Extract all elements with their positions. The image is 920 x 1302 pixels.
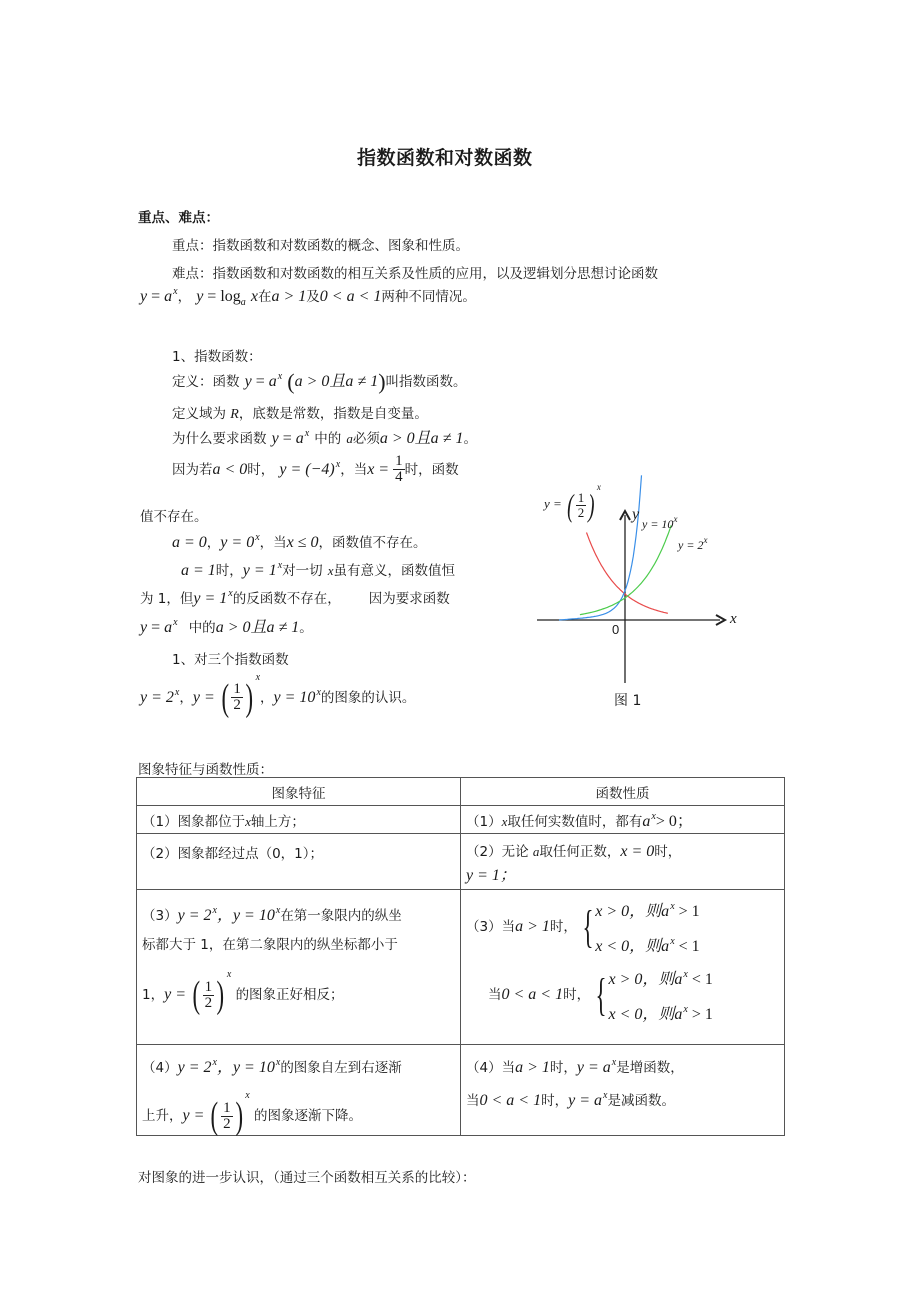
label-half: y = ( $\frac{1}{2}$ )$^x$ — [544, 482, 601, 524]
row4-property: （4）当a > 1时，$y = a^x$是增函数， 当0 < a < 1时，$y = a^x$是减函数。 — [461, 1045, 785, 1136]
inv-tail: 因为要求函数 — [368, 591, 450, 607]
inv-pre: 为 1，但 — [140, 591, 194, 607]
because-tail: 时，函数 — [404, 462, 459, 478]
because-when: ，当 — [340, 462, 368, 478]
math-y: y — [196, 288, 204, 305]
math-sub: a — [240, 297, 246, 308]
text-and: 及 — [306, 289, 320, 305]
row4-feature: $(4)y = 2^x$，$y = 10^x$的图象自左到右逐渐 上升，y = ( $\frac{1}{2}$ ) $^x$ 的图象逐渐下降。 — [137, 1045, 461, 1136]
curve-0 — [587, 533, 668, 614]
text-in: 在 — [257, 289, 272, 305]
a1-x: x — [327, 563, 334, 578]
properties-table — [136, 777, 785, 1136]
focus-text: 指数函数和对数函数的概念、图象和性质。 — [212, 238, 469, 254]
header-features: 图象特征 — [137, 778, 461, 806]
label-ten: $y = 10^x$ — [642, 514, 678, 531]
exp: x — [335, 459, 341, 470]
difficulty-line — [172, 262, 658, 282]
difficulty-text: 指数函数和对数函数的相互关系及性质的应用，以及逻辑划分思想讨论函数 — [212, 266, 658, 282]
math-cond1: a > 1 — [271, 288, 307, 305]
req-cond: a > 0且a ≠ 1 — [215, 619, 300, 636]
a0-cond: x ≤ 0 — [286, 534, 319, 551]
math-eq: = — [147, 288, 165, 305]
math-a: a — [164, 288, 173, 305]
table-header-row — [137, 778, 785, 806]
domain-R: R — [230, 407, 239, 422]
table-row — [137, 834, 785, 890]
table-row — [137, 1045, 785, 1136]
row1-feature: （1）图象都位于x轴上方； — [137, 806, 461, 834]
math-cond2: 0 < a < 1 — [319, 288, 382, 305]
def-tail: 叫指数函数。 — [385, 374, 467, 390]
page-title: 指数函数和对数函数 — [357, 147, 533, 169]
math-eq: = — [203, 288, 221, 305]
row3-feature: $(3)y = 2^x$，$y = 10^x$在第一象限内的纵坐 标都大于 1，在第二象限内的纵坐标都小于 1，y = ( $\frac{1}{2}$ ) $^x$ 的图象正好相反； — [137, 890, 461, 1045]
exp: x — [277, 371, 283, 382]
inverse-line: 为 1，但$y = 1^x$的反函数不存在， 因为要求函数 — [140, 588, 450, 607]
why-must: 必须 — [352, 431, 380, 447]
focus-line — [172, 234, 469, 254]
inv-y: y = 1 — [193, 590, 228, 607]
header-properties: 函数性质 — [461, 778, 785, 806]
a1-mid: 时， — [215, 563, 243, 579]
text-tail: 两种不同情况。 — [381, 289, 476, 305]
row2-feature: （2）图象都经过点（0，1）； — [137, 834, 461, 890]
label-two: $y = 2^x$ — [678, 535, 708, 552]
because-pre: 因为若 — [172, 462, 213, 478]
half-expr: y = — [192, 689, 219, 706]
why-cond: a > 0且a ≠ 1 — [379, 430, 464, 447]
case-a-greater-1: （3）当a > 1时， {x > 0，则$a^x > 1$ x < 0，则$a^x < 1$ — [466, 901, 700, 955]
because-x: x = — [367, 461, 394, 478]
difficulty-label: 难点： — [172, 266, 213, 282]
req-mid: 中的 — [188, 620, 216, 636]
why-pre: 为什么要求函数 — [172, 431, 267, 447]
math-x: x — [250, 288, 258, 305]
because-expr: y = (−4) — [279, 461, 335, 478]
axis-y-label: y — [632, 506, 640, 523]
footer-text: 对图象的进一步认识，（通过三个函数相互关系的比较）： — [138, 1170, 476, 1186]
row3-property — [461, 890, 785, 1045]
why-mid: 中的 — [314, 431, 342, 447]
math-log: log — [220, 288, 241, 305]
def-label: 定义：函数 — [172, 374, 240, 390]
why-line: 为什么要求函数 $y = a^x$ 中的 a必须a > 0且a ≠ 1。 — [172, 428, 477, 447]
def-condition: a > 0且a ≠ 1 — [294, 373, 379, 390]
a-one-line: a = 1时，$y = 1^x$对一切 x虽有意义，函数值恒 — [181, 560, 456, 579]
case-a-less-1: 当0 < a < 1时， {x > 0，则$a^x < 1$ x < 0，则$a^x > 1$ — [488, 969, 713, 1023]
y10-expr: y = 10 — [273, 689, 316, 706]
a1-tail2: 虽有意义，函数值恒 — [333, 563, 456, 579]
a1-expr: a = 1 — [181, 562, 216, 579]
inv-mid: 的反函数不存在， — [232, 591, 341, 607]
table-intro: 图象特征与函数性质： — [138, 762, 273, 778]
table-row — [137, 890, 785, 1045]
req-end: 。 — [299, 620, 313, 636]
why-end: 。 — [463, 431, 477, 447]
y2-expr: y = 2 — [140, 689, 174, 706]
not-exist-line: 值不存在。 — [140, 509, 208, 525]
figure-caption: 图 1 — [614, 693, 642, 709]
math-exp: x — [173, 286, 178, 297]
three-tail: 的图象的认识。 — [320, 690, 416, 706]
a0-tail: ，函数值不存在。 — [318, 535, 427, 551]
exp: x — [304, 428, 310, 439]
key-points-heading: 重点、难点： — [138, 210, 219, 226]
difficulty-line-2 — [140, 285, 476, 308]
because-line — [172, 454, 459, 485]
sep: ， — [177, 289, 192, 305]
domain-post: ，底数是常数，指数是自变量。 — [238, 406, 428, 422]
origin-label: 0 — [612, 622, 620, 637]
because-cond: a < 0 — [212, 461, 248, 478]
domain-line — [172, 402, 428, 423]
a0-expr: a = 0 — [172, 534, 207, 551]
definition-line: 定义：函数 $y = a^x$ (a > 0且a ≠ 1)叫指数函数。 — [172, 368, 467, 394]
a0-when: ，当 — [259, 535, 287, 551]
requirement-line: $y = a^x$ 中的a > 0且a ≠ 1。 — [140, 617, 313, 636]
why-a: a — [346, 431, 353, 446]
section1-heading: 1、指数函数： — [172, 349, 262, 365]
focus-label: 重点： — [172, 238, 213, 254]
a1-y: y = 1 — [242, 562, 277, 579]
fraction-half: $\frac{1}{2}$ — [233, 681, 241, 713]
three-functions-heading: 1、对三个指数函数 — [172, 652, 289, 668]
fraction-quarter: $\frac{1}{4}$ — [395, 453, 403, 485]
row2-property: （2）无论 a取任何正数，x = 0时， y = 1； — [461, 834, 785, 890]
row1-property: （1）x取任何实数值时，都有$a^x> 0$； — [461, 806, 785, 834]
because-shi: 时， — [247, 462, 275, 478]
a1-tail: 对一切 — [282, 563, 323, 579]
domain-pre: 定义域为 — [172, 406, 226, 422]
math-y: y — [140, 288, 148, 305]
three-functions-line: $y = 2^x$，y = ( $\frac{1}{2}$ ) $^x$，$y = 10^x$的图象的认识。 — [140, 672, 416, 719]
a-zero-line: a = 0，$y = 0^x$，当x ≤ 0，函数值不存在。 — [172, 532, 427, 551]
a0-y: y = 0 — [220, 534, 255, 551]
table-row — [137, 806, 785, 834]
axis-x-label: x — [730, 611, 737, 627]
